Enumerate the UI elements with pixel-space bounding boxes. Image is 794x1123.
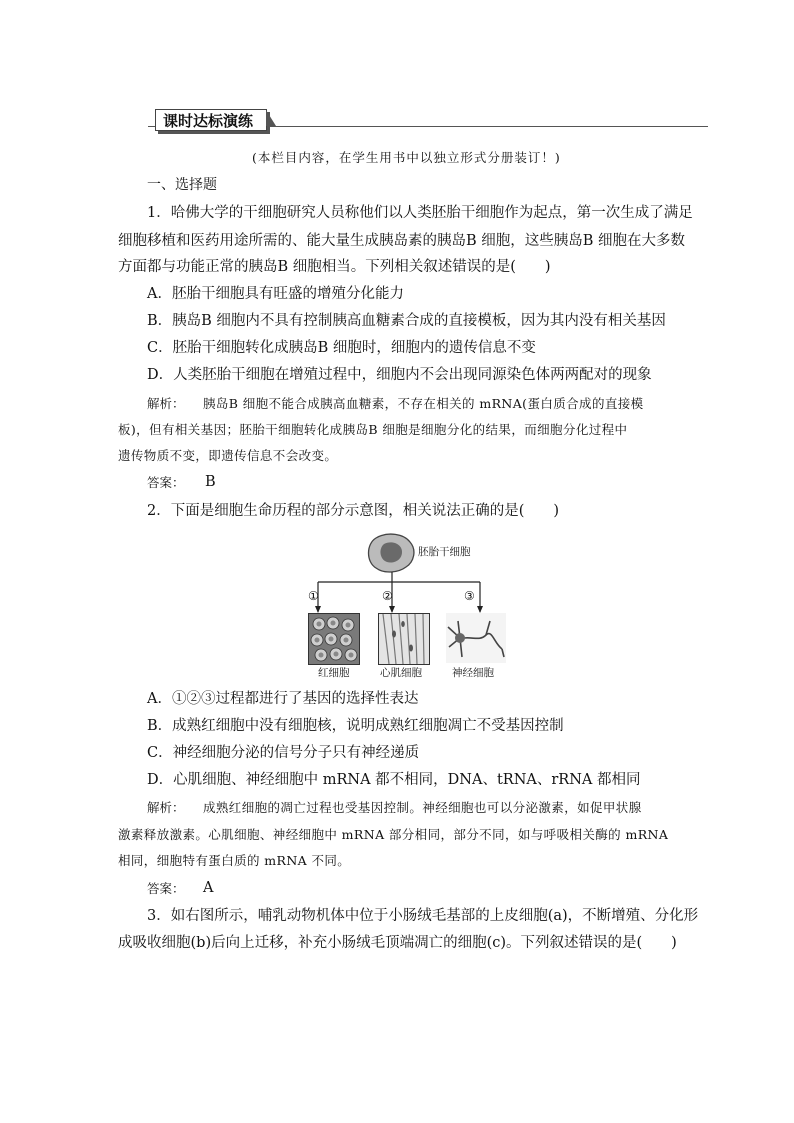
q1-analysis-label: 解析： [147,396,185,411]
neuron-image [446,613,506,663]
stem-cell-label: 胚胎干细胞 [418,546,471,558]
q2-analysis-line-2: 激素释放激素。心肌细胞、神经细胞中 mRNA 部分相同，部分不同，如与呼吸相关酶的 mRNA [118,827,669,842]
q2-option-d: D．心肌细胞、神经细胞中 mRNA 都不相同，DNA、tRNA、rRNA 都相同 [147,772,641,788]
red-cell-label: 红细胞 [318,667,350,679]
cardiac-muscle-image [378,613,430,665]
q1-stem-line-3: 方面都与功能正常的胰岛B 细胞相当。下列相关叙述错误的是( ) [118,259,551,275]
q1-analysis-line-3: 遗传物质不变，即遗传信息不会改变。 [118,448,338,463]
q2-stem: 2．下面是细胞生命历程的部分示意图，相关说法正确的是( ) [147,503,560,519]
stem-cell-nucleus [380,542,402,562]
q2-option-a: A．①②③过程都进行了基因的选择性表达 [147,691,419,707]
q2-analysis-label: 解析： [147,800,185,815]
q2-option-b: B．成熟红细胞中没有细胞核，说明成熟红细胞凋亡不受基因控制 [147,718,564,734]
marker-1: ① [308,589,319,603]
q1-option-b: B．胰岛B 细胞内不具有控制胰高血糖素合成的直接模板，因为其内没有相关基因 [147,313,666,329]
q2-option-c: C．神经细胞分泌的信号分子只有神经递质 [147,745,420,761]
q1-analysis-line-2: 板)，但有相关基因；胚胎干细胞转化成胰岛B 细胞是细胞分化的结果，而细胞分化过程中 [118,422,628,437]
q1-option-d: D．人类胚胎干细胞在增殖过程中，细胞内不会出现同源染色体两两配对的现象 [147,367,652,383]
binding-note: (本栏目内容，在学生用书中以独立形式分册装订！) [252,150,561,165]
q2-analysis-line-3: 相同，细胞特有蛋白质的 mRNA 不同。 [118,853,351,868]
q2-analysis-line-1: 成熟红细胞的凋亡过程也受基因控制。神经细胞也可以分泌激素，如促甲状腺 [203,800,642,815]
q2-answer-label: 答案： [147,881,185,896]
section-title: 一、选择题 [147,177,217,193]
banner-title: 课时达标演练 [163,112,254,130]
marker-2: ② [382,589,393,603]
red-blood-cell-image [308,613,360,665]
marker-3: ③ [464,589,475,603]
q3-stem-line-1: 3．如右图所示，哺乳动物机体中位于小肠绒毛基部的上皮细胞(a)，不断增殖、分化形 [147,908,699,924]
cell-differentiation-diagram [296,532,516,682]
q2-answer: A [203,880,214,896]
q1-stem-line-2: 细胞移植和医药用途所需的、能大量生成胰岛素的胰岛B 细胞，这些胰岛B 细胞在大多数 [118,233,686,249]
q1-stem-line-1: 1．哈佛大学的干细胞研究人员称他们以人类胚胎干细胞作为起点，第一次生成了满足 [147,205,693,221]
q1-answer-label: 答案： [147,475,185,490]
cardiac-cell-label: 心肌细胞 [380,667,422,679]
q1-option-a: A．胚胎干细胞具有旺盛的增殖分化能力 [147,286,404,302]
q1-analysis-line-1: 胰岛B 细胞不能合成胰高血糖素，不存在相关的 mRNA(蛋白质合成的直接模 [203,396,644,411]
q1-answer: B [205,474,216,490]
q1-option-c: C．胚胎干细胞转化成胰岛B 细胞时，细胞内的遗传信息不变 [147,340,536,356]
q3-stem-line-2: 成吸收细胞(b)后向上迁移，补充小肠绒毛顶端凋亡的细胞(c)。下列叙述错误的是( ) [118,935,677,951]
banner-corner [266,110,276,126]
neuron-label: 神经细胞 [452,667,494,679]
